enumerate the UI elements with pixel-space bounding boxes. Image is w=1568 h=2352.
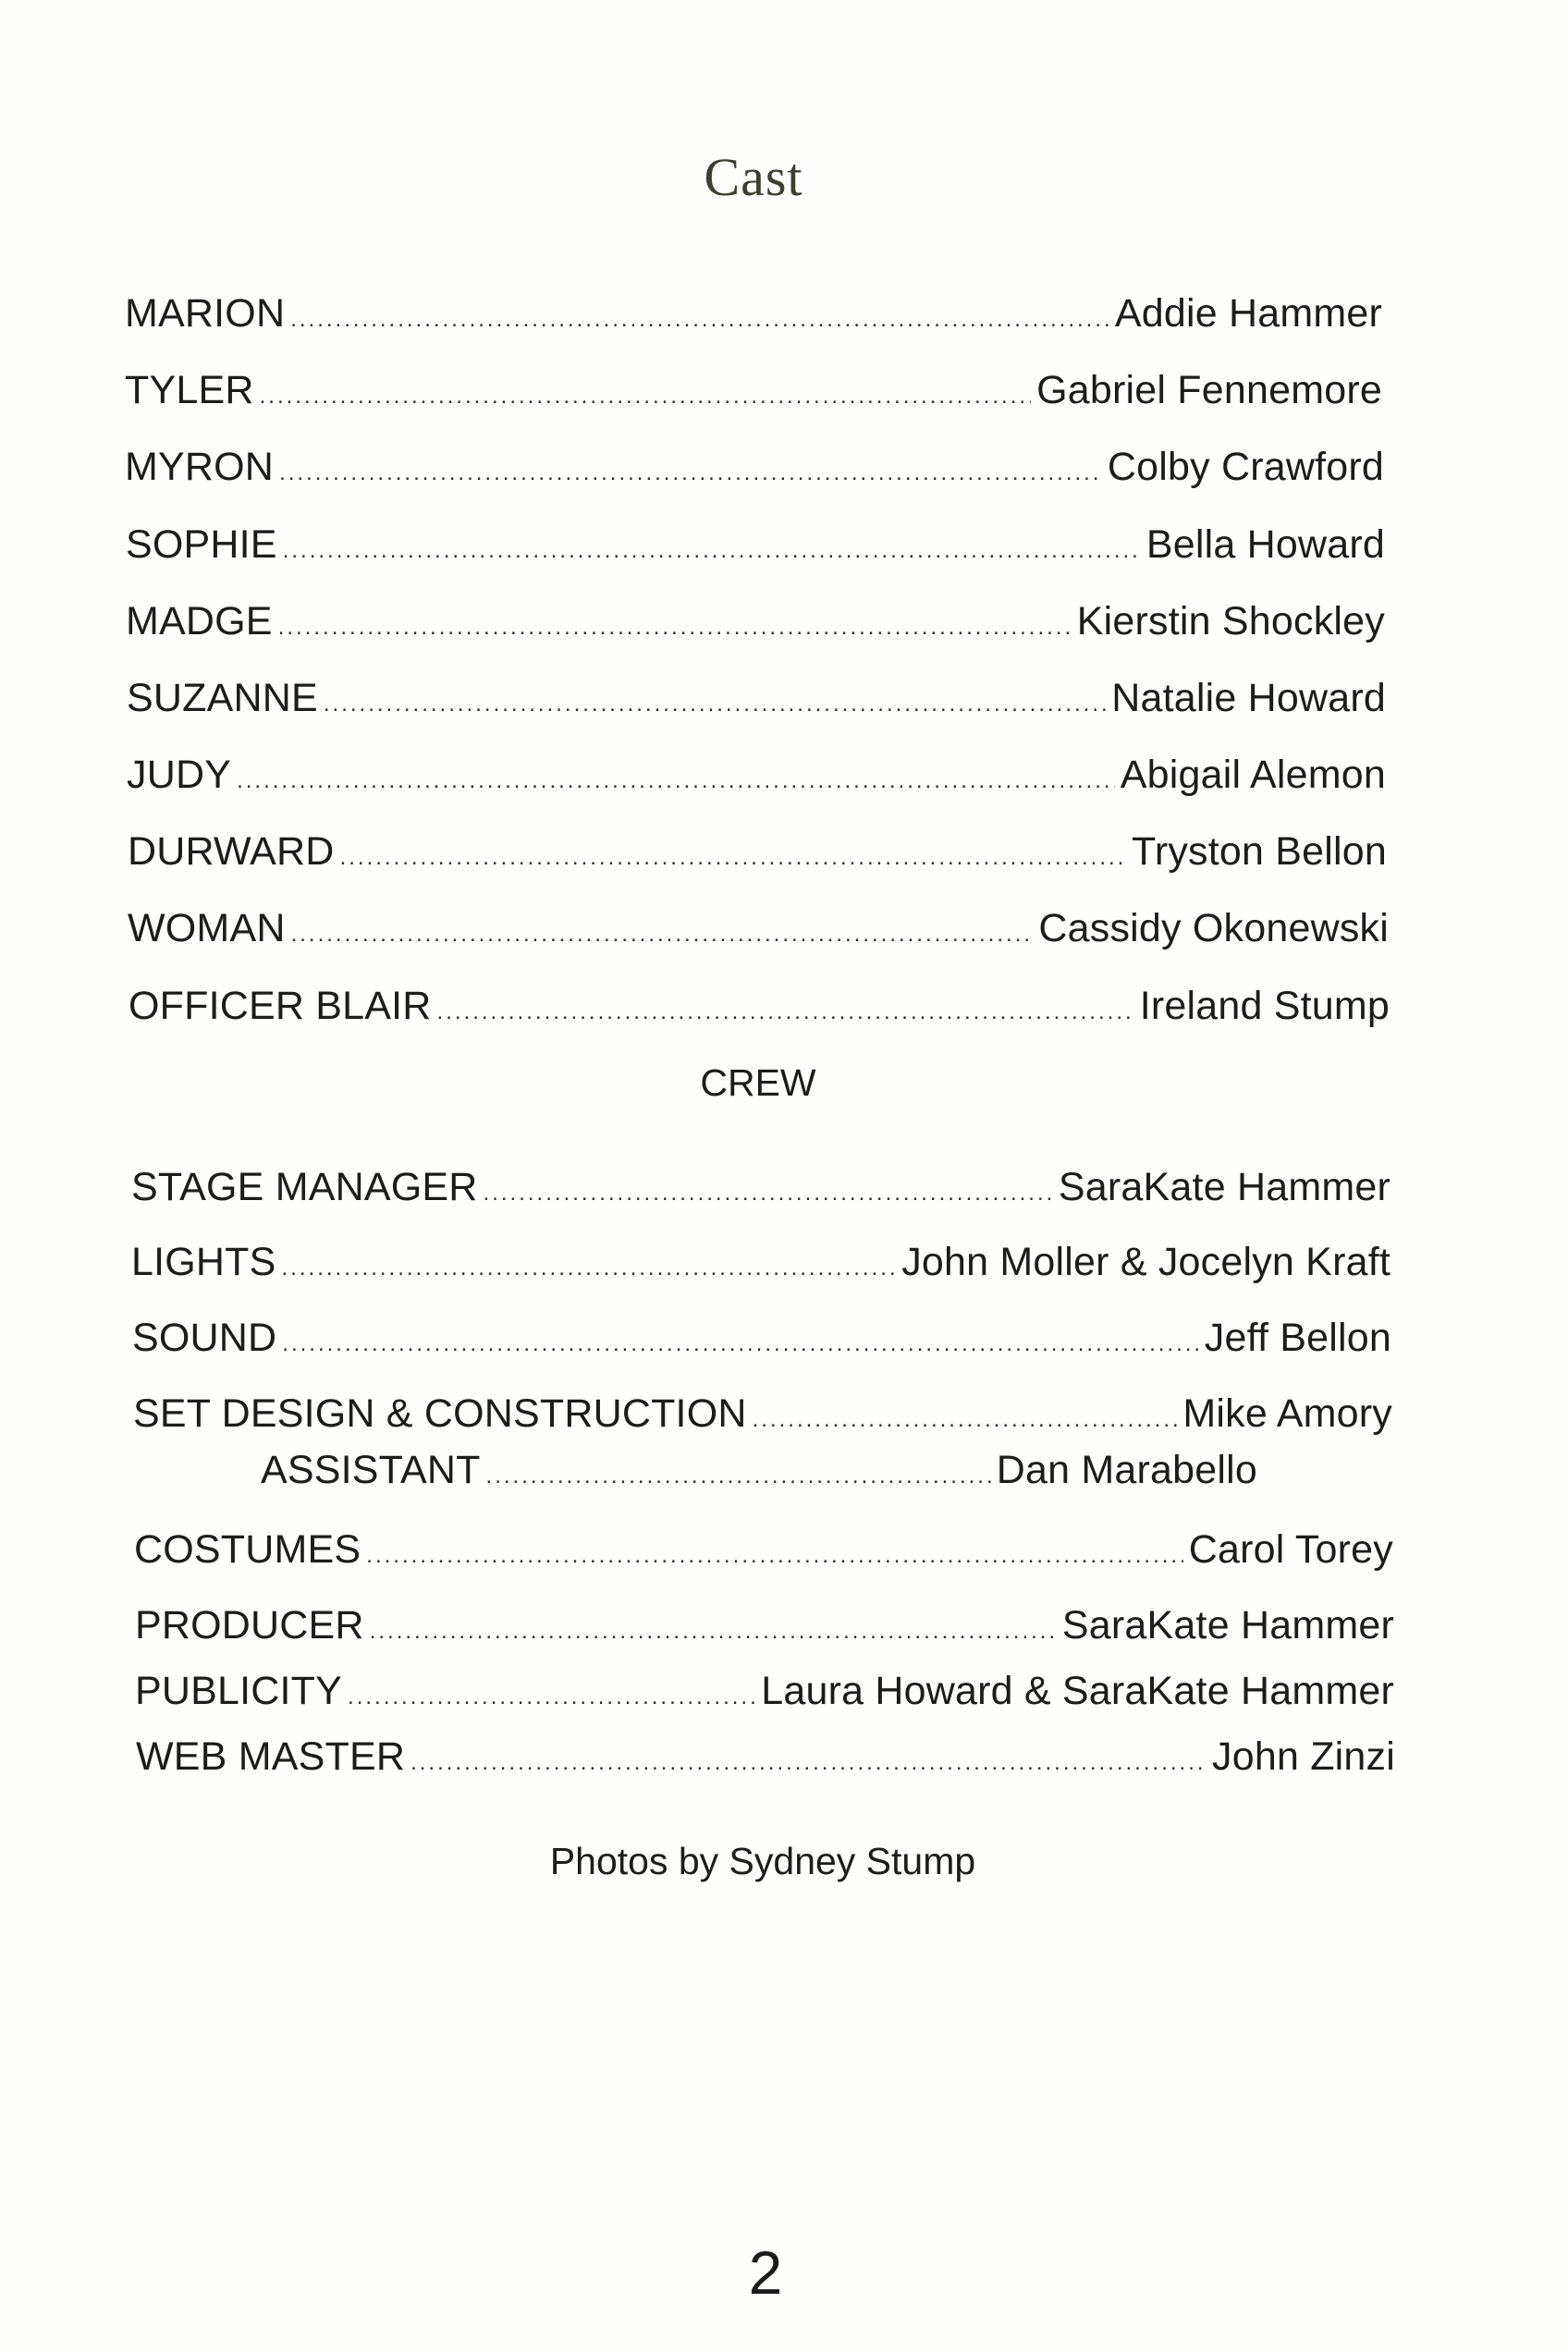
crew-member: SaraKate Hammer [1061, 1603, 1394, 1648]
crew-member: Jeff Bellon [1204, 1316, 1391, 1360]
dot-leader [282, 1331, 1198, 1357]
dot-leader [291, 922, 1034, 948]
photos-credit: Photos by Sydney Stump [549, 1840, 976, 1882]
cast-actor: Kierstin Shockley [1076, 599, 1385, 643]
page-title: Cast [704, 147, 803, 207]
cast-row-officer-blair [129, 984, 1390, 1029]
cast-actor: Natalie Howard [1111, 676, 1386, 720]
dot-leader [484, 1181, 1053, 1207]
crew-member: Laura Howard & SaraKate Hammer [761, 1669, 1394, 1713]
cast-actor: Colby Crawford [1107, 445, 1384, 489]
cast-role: SOPHIE [126, 522, 277, 567]
dot-leader [437, 999, 1134, 1025]
cast-row-suzanne [127, 676, 1386, 721]
crew-row-costumes [134, 1527, 1393, 1573]
cast-row-durward [128, 829, 1387, 875]
cast-row-judy [127, 753, 1386, 798]
crew-role: PRODUCER [135, 1603, 364, 1648]
crew-row-web-master [136, 1734, 1395, 1780]
cast-role: MARION [125, 291, 286, 336]
crew-row-publicity [135, 1669, 1394, 1714]
cast-role: OFFICER BLAIR [129, 984, 432, 1028]
cast-row-woman [128, 906, 1389, 951]
crew-row-lights [131, 1240, 1390, 1285]
dot-leader [283, 538, 1141, 564]
crew-row-producer [135, 1603, 1394, 1648]
dot-leader [282, 1256, 897, 1281]
crew-role: SOUND [132, 1316, 277, 1360]
cast-role: MYRON [125, 445, 275, 489]
cast-role: TYLER [125, 368, 254, 412]
cast-actor: Bella Howard [1145, 522, 1385, 567]
dot-leader [370, 1619, 1057, 1645]
cast-row-madge [126, 599, 1385, 644]
dot-leader [324, 692, 1106, 717]
cast-role: WOMAN [128, 906, 286, 950]
crew-row-assistant [261, 1448, 1257, 1493]
crew-role: LIGHTS [131, 1240, 276, 1284]
dot-leader [279, 460, 1102, 486]
cast-actor: Gabriel Fennemore [1036, 368, 1382, 412]
dot-leader [340, 845, 1126, 871]
dot-leader [290, 307, 1109, 333]
dot-leader [348, 1684, 755, 1710]
dot-leader [278, 615, 1072, 641]
crew-member: John Moller & Jocelyn Kraft [901, 1240, 1390, 1284]
crew-role: PUBLICITY [135, 1669, 343, 1713]
dot-leader [753, 1407, 1178, 1433]
crew-member: Dan Marabello [996, 1448, 1257, 1492]
cast-role: MADGE [126, 599, 273, 643]
crew-role: WEB MASTER [136, 1734, 406, 1779]
cast-role: JUDY [127, 753, 232, 797]
cast-row-tyler [125, 368, 1382, 413]
cast-row-marion [125, 291, 1382, 337]
cast-row-sophie [126, 522, 1385, 568]
cast-actor: Addie Hammer [1114, 291, 1382, 336]
cast-actor: Ireland Stump [1139, 984, 1390, 1028]
crew-row-sound [132, 1316, 1391, 1361]
dot-leader [260, 384, 1032, 410]
page-number: 2 [748, 2238, 783, 2307]
cast-role: SUZANNE [127, 676, 318, 720]
crew-member: SaraKate Hammer [1058, 1165, 1390, 1209]
cast-actor: Cassidy Okonewski [1038, 906, 1389, 950]
crew-member: Carol Torey [1188, 1527, 1393, 1572]
cast-row-myron [125, 445, 1384, 490]
cast-role: DURWARD [128, 829, 335, 874]
crew-role: STAGE MANAGER [131, 1165, 478, 1209]
dot-leader [237, 768, 1115, 794]
cast-actor: Tryston Bellon [1131, 829, 1387, 874]
dot-leader [366, 1543, 1182, 1569]
crew-row-stage-manager [131, 1165, 1390, 1210]
cast-actor: Abigail Alemon [1120, 753, 1386, 797]
crew-member: John Zinzi [1212, 1734, 1395, 1779]
crew-member: Mike Amory [1182, 1391, 1392, 1436]
crew-row-set-design [133, 1391, 1392, 1437]
dot-leader [486, 1464, 991, 1489]
crew-heading: CREW [700, 1061, 816, 1104]
crew-role: ASSISTANT [261, 1448, 481, 1492]
dot-leader [410, 1750, 1207, 1776]
crew-role: SET DESIGN & CONSTRUCTION [133, 1391, 747, 1436]
crew-role: COSTUMES [134, 1527, 361, 1572]
